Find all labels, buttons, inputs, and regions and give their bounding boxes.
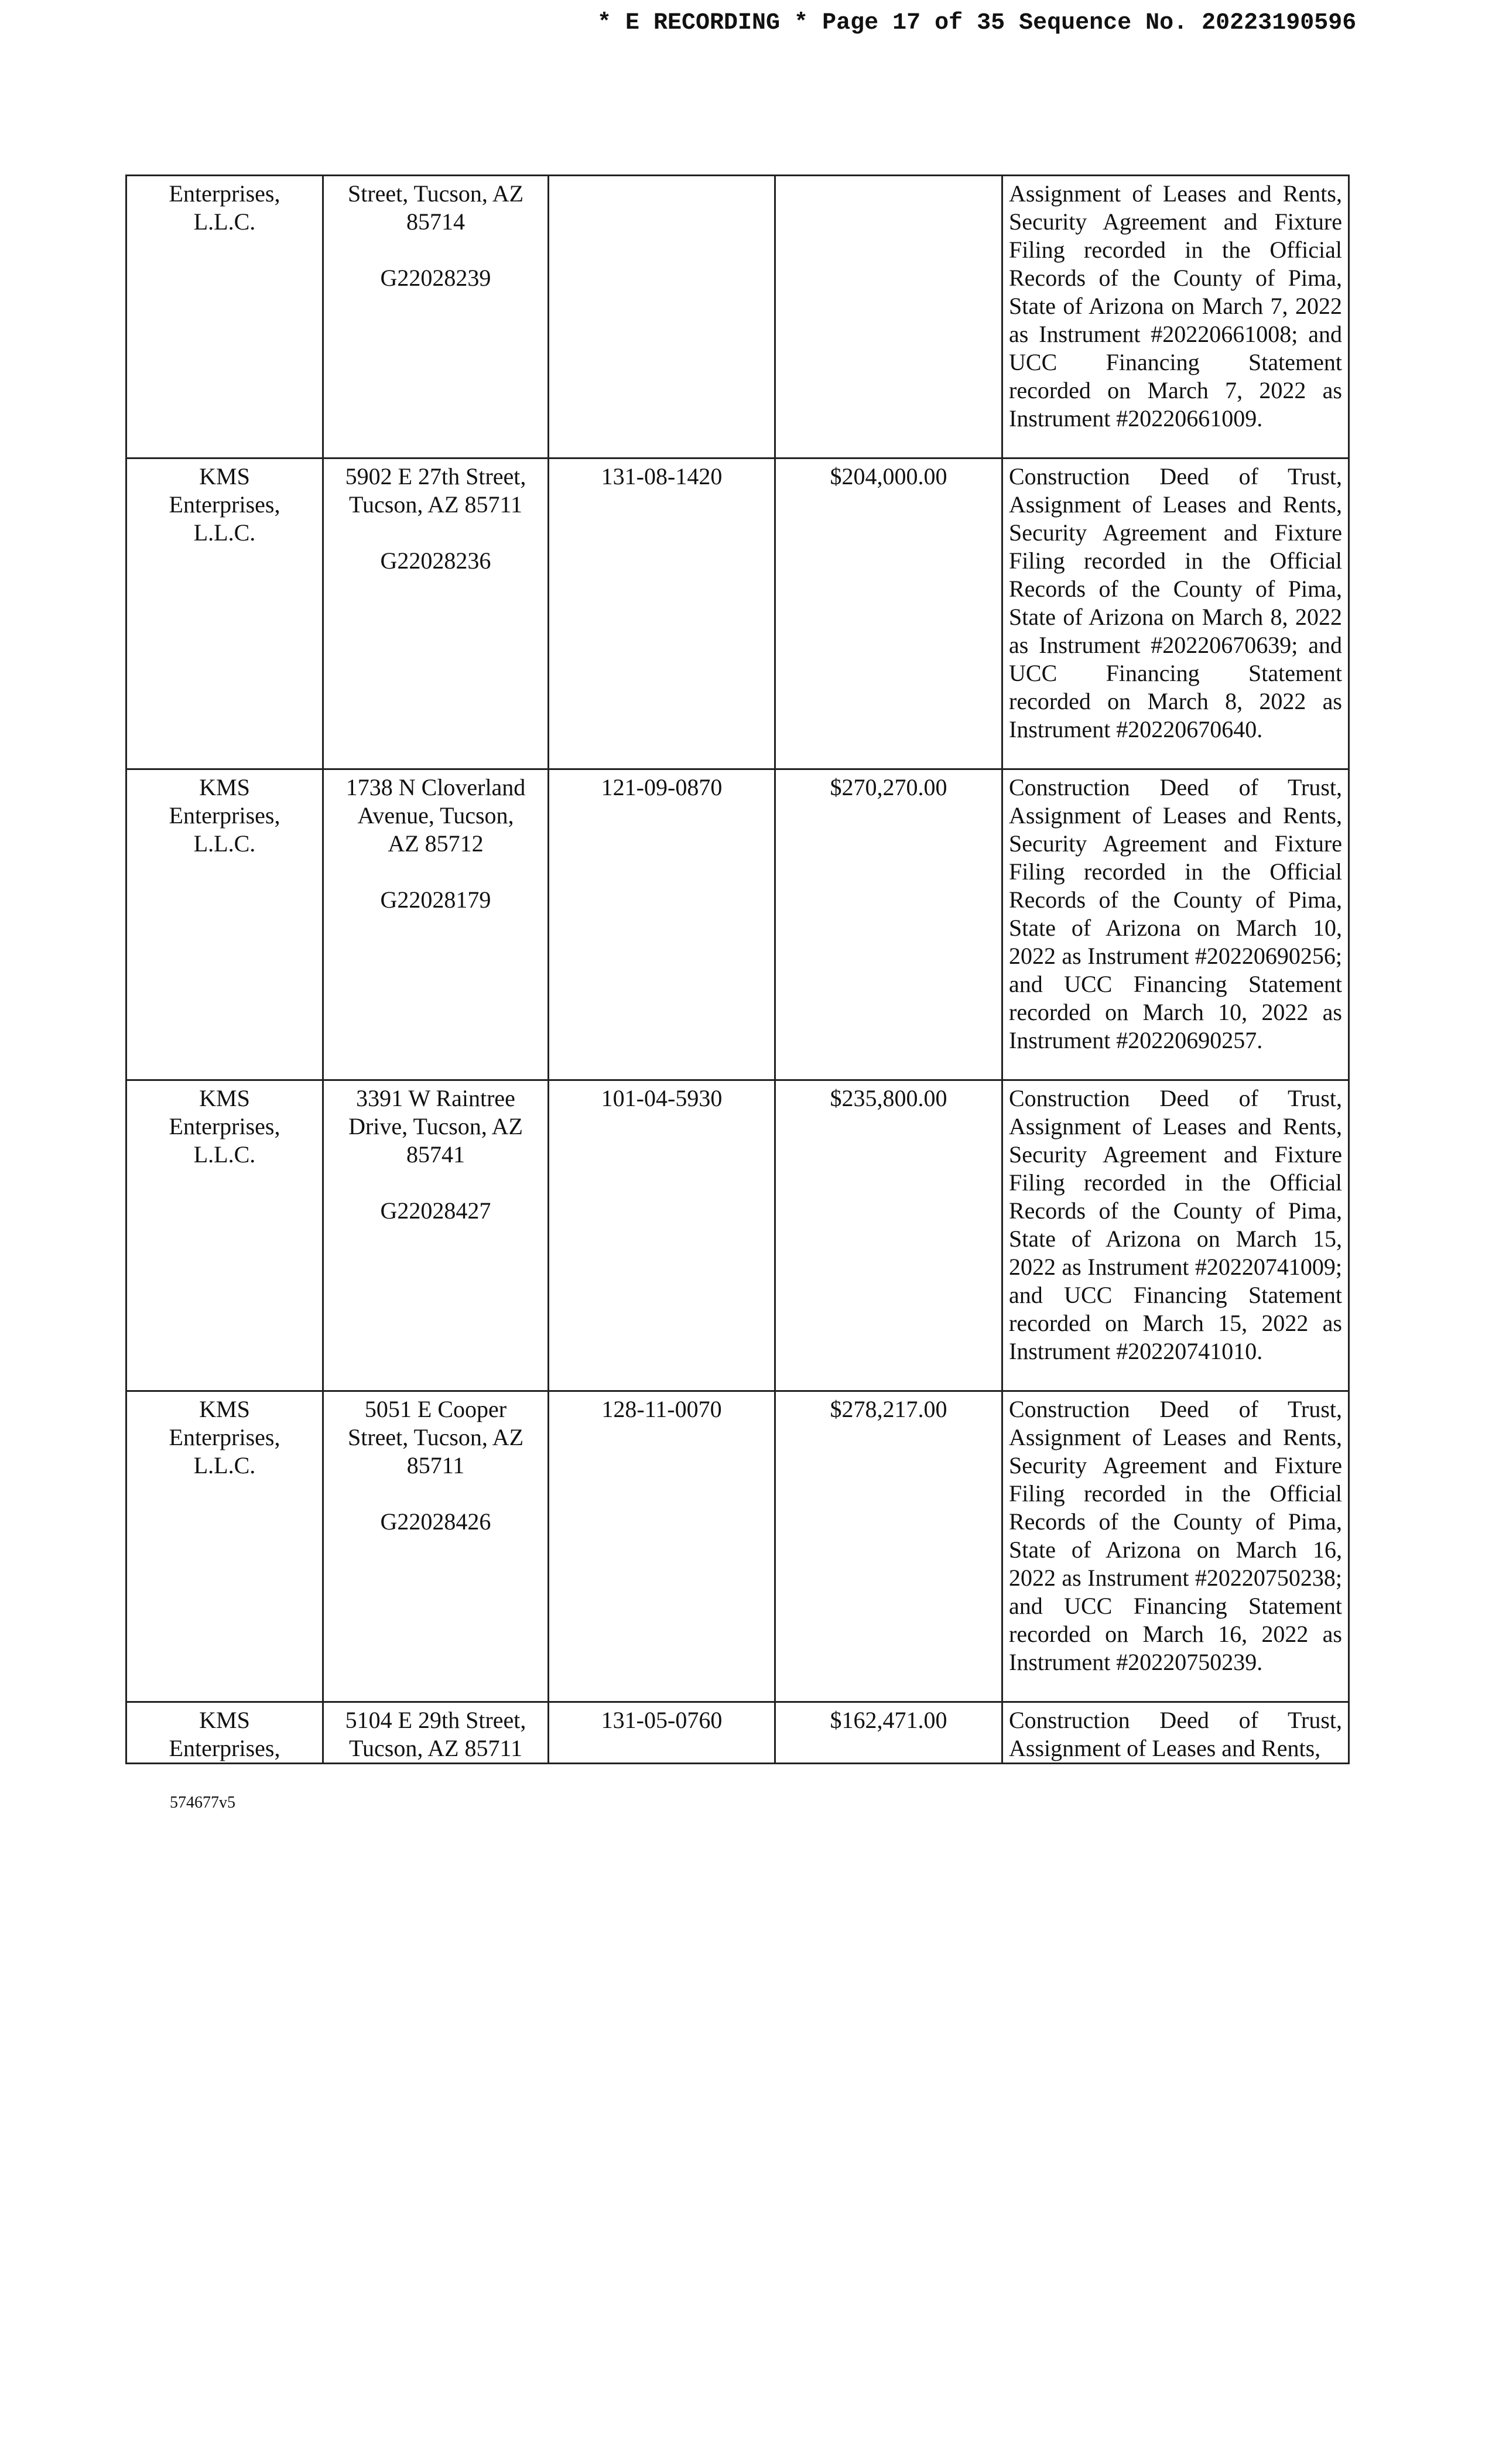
recording-description: Construction Deed of Trust, Assignment of Leases and Rents, Security Agreement and Fixture Filing recorded in the Official Records of the County of Pima, State of Arizona on March 16, 2022 as Instrument #20220750238; and UCC Financing Statement recorded on March 16, 2022 as Instrument #20220750239. bbox=[1002, 1391, 1349, 1702]
table-row bbox=[126, 176, 1349, 458]
document-id: 574677v5 bbox=[170, 1794, 235, 1812]
recording-description: Construction Deed of Trust, Assignment of Leases and Rents, Security Agreement and Fixture Filing recorded in the Official Records of the County of Pima, State of Arizona on March 8, 2022 as Instrument #20220670639; and UCC Financing Statement recorded on March 8, 2022 as Instrument #20220670640. bbox=[1002, 458, 1349, 769]
parcel-number bbox=[549, 176, 775, 458]
table-row bbox=[126, 1080, 1349, 1391]
address-cell bbox=[323, 1080, 549, 1391]
owner-name: Enterprises, L.L.C. bbox=[169, 180, 280, 235]
recording-description: Construction Deed of Trust, Assignment of Leases and Rents, Security Agreement and Fixture Filing recorded in the Official Records of the County of Pima, State of Arizona on March 15, 2022 as Instrument #20220741009; and UCC Financing Statement recorded on March 15, 2022 as Instrument #20220741010. bbox=[1002, 1080, 1349, 1391]
property-address: 3391 W Raintree Drive, Tucson, AZ 85741 bbox=[348, 1085, 523, 1168]
property-address: 5104 E 29th Street, Tucson, AZ 85711 bbox=[345, 1707, 526, 1761]
owner-cell bbox=[126, 1391, 323, 1702]
owner-name: KMS Enterprises, L.L.C. bbox=[169, 1396, 280, 1479]
records-table bbox=[125, 174, 1350, 1764]
reference-number: G22028236 bbox=[380, 547, 491, 574]
loan-amount bbox=[775, 176, 1002, 458]
reference-number: G22028179 bbox=[380, 887, 491, 913]
owner-cell bbox=[126, 1080, 323, 1391]
table-row bbox=[126, 1391, 1349, 1702]
reference-number: G22028426 bbox=[380, 1508, 491, 1535]
table-row bbox=[126, 1702, 1349, 1764]
loan-amount: $162,471.00 bbox=[775, 1702, 1002, 1764]
address-cell bbox=[323, 1702, 549, 1764]
parcel-number: 121-09-0870 bbox=[549, 769, 775, 1080]
recording-description: Assignment of Leases and Rents, Security Agreement and Fixture Filing recorded in the Official Records of the County of Pima, State of Arizona on March 7, 2022 as Instrument #20220661008; and UCC Financing Statement recorded on March 7, 2022 as Instrument #20220661009. bbox=[1002, 176, 1349, 458]
parcel-number: 128-11-0070 bbox=[549, 1391, 775, 1702]
property-address: 5051 E Cooper Street, Tucson, AZ 85711 bbox=[347, 1396, 524, 1479]
address-cell bbox=[323, 458, 549, 769]
recording-header: * E RECORDING * Page 17 of 35 Sequence No. 20223190596 bbox=[597, 10, 1357, 36]
owner-name: KMS Enterprises, L.L.C. bbox=[169, 1085, 280, 1168]
parcel-number: 101-04-5930 bbox=[549, 1080, 775, 1391]
property-address: 5902 E 27th Street, Tucson, AZ 85711 bbox=[345, 463, 526, 518]
owner-name: KMS Enterprises, L.L.C. bbox=[169, 774, 280, 857]
owner-cell bbox=[126, 1702, 323, 1764]
reference-number: G22028427 bbox=[380, 1197, 491, 1224]
address-cell bbox=[323, 769, 549, 1080]
table-row bbox=[126, 458, 1349, 769]
recording-description: Construction Deed of Trust, Assignment of Leases and Rents, bbox=[1002, 1702, 1349, 1764]
property-address: 1738 N Cloverland Avenue, Tucson, AZ 85712 bbox=[345, 774, 526, 857]
loan-amount: $204,000.00 bbox=[775, 458, 1002, 769]
reference-number: G22028239 bbox=[380, 265, 491, 291]
recording-description: Construction Deed of Trust, Assignment of Leases and Rents, Security Agreement and Fixture Filing recorded in the Official Records of the County of Pima, State of Arizona on March 10, 2022 as Instrument #20220690256; and UCC Financing Statement recorded on March 10, 2022 as Instrument #20220690257. bbox=[1002, 769, 1349, 1080]
loan-amount: $235,800.00 bbox=[775, 1080, 1002, 1391]
loan-amount: $278,217.00 bbox=[775, 1391, 1002, 1702]
owner-cell bbox=[126, 458, 323, 769]
property-address: Street, Tucson, AZ 85714 bbox=[347, 180, 524, 235]
owner-name: KMS Enterprises, bbox=[169, 1707, 280, 1761]
owner-name: KMS Enterprises, L.L.C. bbox=[169, 463, 280, 546]
owner-cell bbox=[126, 176, 323, 458]
parcel-number: 131-05-0760 bbox=[549, 1702, 775, 1764]
address-cell bbox=[323, 176, 549, 458]
loan-amount: $270,270.00 bbox=[775, 769, 1002, 1080]
owner-cell bbox=[126, 769, 323, 1080]
address-cell bbox=[323, 1391, 549, 1702]
parcel-number: 131-08-1420 bbox=[549, 458, 775, 769]
table-row bbox=[126, 769, 1349, 1080]
